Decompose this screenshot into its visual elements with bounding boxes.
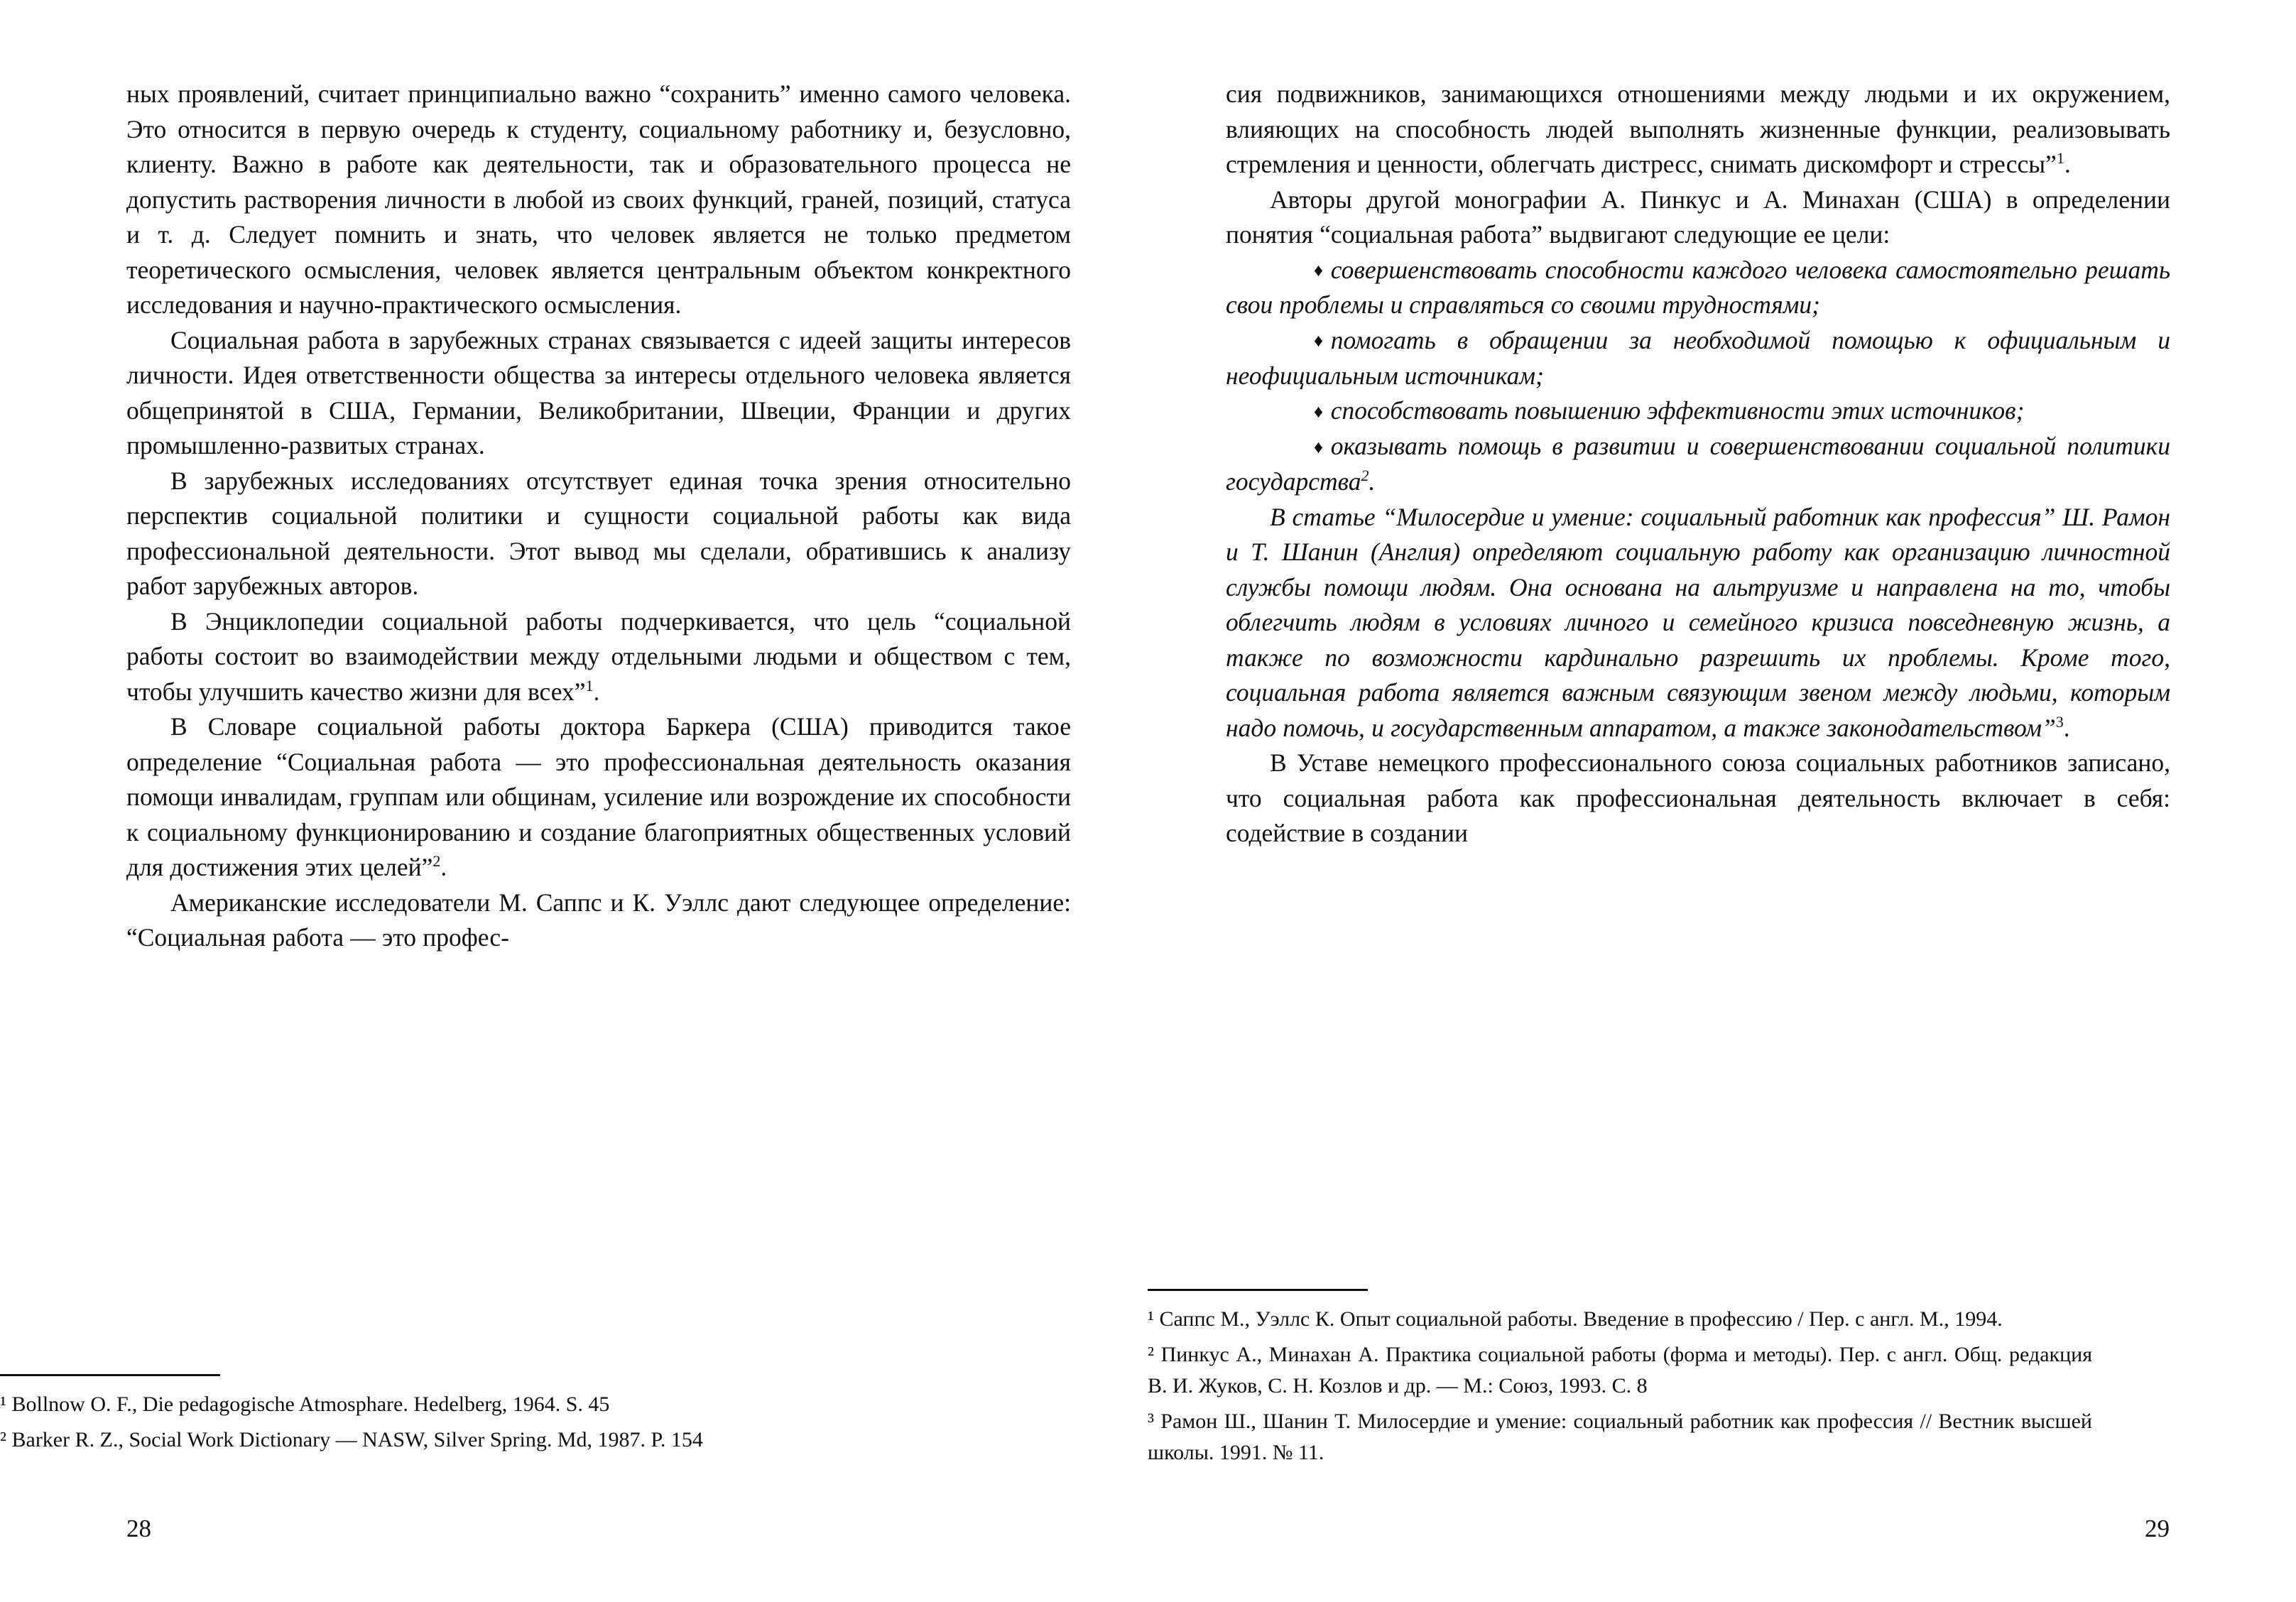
paragraph: Авторы другой монографии А. Пинкус и А. Минахан (США) в определении понятия “социальная работа” выдвигают следующие ее цели:	[1226, 185, 2170, 249]
footnote-rule	[1148, 1289, 1368, 1291]
bullet-item	[1226, 393, 2170, 429]
paragraph-text: В статье “Милосердие и умение: социальный работник как профессия” Ш. Рамон и Т. Шанин (Англия) определяют социальную работу как организацию личностной службы помощи людям. Она основана на альтруизме и направлена на то, чтобы облегчить людям в условиях личного и семейного кризиса повседневную жизнь, а также по возможности кардинально разрешить их проблемы. Кроме того, социальная работа является важным связующим звеном между людьми, которым надо помочь, и государственным аппаратом, а также законодательством”	[1226, 502, 2170, 742]
bullet-item	[1226, 323, 2170, 393]
diamond-bullet-icon: ♦	[1314, 330, 1324, 352]
footnote: ² Barker R. Z., Social Work Dictionary — NASW, Silver Spring. Md, 1987. P. 154	[0, 1428, 703, 1451]
page-number-left: 28	[126, 1515, 151, 1542]
diamond-bullet-icon: ♦	[1314, 436, 1324, 457]
bullet-text: помогать в обращении за необходимой помощью к официальным и неофициальным источникам;	[1226, 325, 2170, 390]
paragraph: Социальная работа в зарубежных странах связывается с идеей защиты интересов личности. Идея ответственности общества за интересы отдельного человека является общепринятой в США, Германии, Великобритании, Швеции, Франции и других промышленно-развитых странах.	[126, 325, 1071, 459]
bullet-text: оказывать помощь в развитии и совершенствовании социальной политики государства	[1226, 432, 2170, 496]
bullet-text: совершенствовать способности каждого человека самостоятельно решать свои проблемы и справляться со своими трудностями;	[1226, 255, 2170, 320]
paragraph: В Уставе немецкого профессионального союза социальных работников записано, что социальная работа как профессиональная деятельность включает в себя: содействие в создании	[1226, 748, 2170, 848]
footnotes-left	[0, 1374, 945, 1460]
bullet-item	[1226, 253, 2170, 323]
paragraph-with-footnote: сия подвижников, занимающихся отношениями между людьми и их окружением, влияющих на способность людей выполнять жизненные функции, реализовывать стремления и ценности, облегчать дистресс, снимать дискомфорт и стрессы”$^1$.	[1226, 80, 2170, 178]
footnote: ¹ Bollnow O. F., Die pedagogische Atmosphare. Hedelberg, 1964. S. 45	[0, 1393, 610, 1416]
left-text-column	[126, 77, 1071, 956]
paragraph: В зарубежных исследованиях отсутствует единая точка зрения относительно перспектив социальной политики и сущности социальной работы как вида профессиональной деятельности. Этот вывод мы сделали, обратившись к анализу работ зарубежных авторов.	[126, 466, 1071, 600]
diamond-bullet-icon: ♦	[1314, 259, 1324, 280]
footnote: ² Пинкус А., Минахан А. Практика социальной работы (форма и методы). Пер. с англ. Общ. редакция В. И. Жуков, С. Н. Козлов и др. — М.: Союз, 1993. С. 8	[1148, 1343, 2092, 1397]
footnote-rule	[0, 1374, 220, 1376]
footnote: ¹ Саппс М., Уэллс К. Опыт социальной работы. Введение в профессию / Пер. с англ. М., 1994.	[1148, 1307, 2003, 1331]
paragraph-text: В Словаре социальной работы доктора Баркера (США) приводится такое определение “Социальная работа — это профессиональная деятельность оказания помощи инвалидам, группам или общинам, усиление или возрождение их способности к социальному функционированию и создание благоприятных общественных условий для достижения этих целей”	[126, 712, 1071, 881]
footnotes-right	[1148, 1289, 2092, 1473]
paragraph-with-footnote: В Энциклопедии социальной работы подчеркивается, что цель “социальной работы состоит во взаимодействии между отдельными людьми и обществом с тем, чтобы улучшить качество жизни для всех”$^1$.	[126, 606, 1071, 706]
right-text-column	[1226, 77, 2170, 851]
paragraph-with-footnote: В статье “Милосердие и умение: социальный работник как профессия” Ш. Рамон и Т. Шанин (Англия) определяют социальную работу как организацию личностной службы помощи людям. Она основана на альтруизме и направлена на то, чтобы облегчить людям в условиях личного и семейного кризиса повседневную жизнь, а также по возможности кардинально разрешить их проблемы. Кроме того, социальная работа является важным связующим звеном между людьми, которым надо помочь, и государственным аппаратом, а также законодательством”$^3$.	[1226, 502, 2170, 742]
footnote-ref: 2	[1361, 467, 1369, 485]
page-right	[1148, 0, 2296, 1602]
footnote-ref: 3	[2055, 712, 2064, 731]
paragraph-text: В Энциклопедии социальной работы подчеркивается, что цель “социальной работы состоит во взаимодействии между отдельными людьми и обществом с тем, чтобы улучшить качество жизни для всех”	[126, 606, 1071, 706]
footnote-ref: 1	[2056, 149, 2064, 168]
paragraph: ных проявлений, считает принципиально важно “сохранить” именно самого человека. Это относится в первую очередь к студенту, социальному работнику и, безусловно, клиенту. Важно в работе как деятельности, так и образовательного процесса не допустить растворения личности в любой из своих функций, граней, позиций, статуса и т. д. Следует помнить и знать, что человек является не только предметом теоретического осмысления, человек является центральным объектом конкректного исследования и научно-практического осмысления.	[126, 80, 1071, 319]
paragraph-text: сия подвижников, занимающихся отношениями между людьми и их окружением, влияющих на способность людей выполнять жизненные функции, реализовывать стремления и ценности, облегчать дистресс, снимать дискомфорт и стрессы”	[1226, 80, 2170, 178]
footnote-ref: 2	[432, 852, 441, 871]
diamond-bullet-icon: ♦	[1314, 400, 1324, 422]
footnote: ³ Рамон Ш., Шанин Т. Милосердие и умение: социальный работник как профессия // Вестник высшей школы. 1991. № 11.	[1148, 1410, 2092, 1464]
footnote-ref: 1	[585, 676, 594, 694]
bullet-text: способствовать повышению эффективности этих источников;	[1330, 396, 2025, 425]
page-number-right: 29	[2145, 1515, 2170, 1542]
paragraph-with-footnote: В Словаре социальной работы доктора Баркера (США) приводится такое определение “Социальная работа — это профессиональная деятельность оказания помощи инвалидам, группам или общинам, усиление или возрождение их способности к социальному функционированию и создание благоприятных общественных условий для достижения этих целей”$^2$.	[126, 712, 1071, 881]
bullet-item-with-footnote: ♦ оказывать помощь в развитии и совершенствовании социальной политики государства$^2$.	[1226, 429, 2170, 499]
paragraph: Американские исследователи М. Саппс и К. Уэллс дают следующее определение: “Социальная работа — это профес-	[126, 888, 1071, 952]
